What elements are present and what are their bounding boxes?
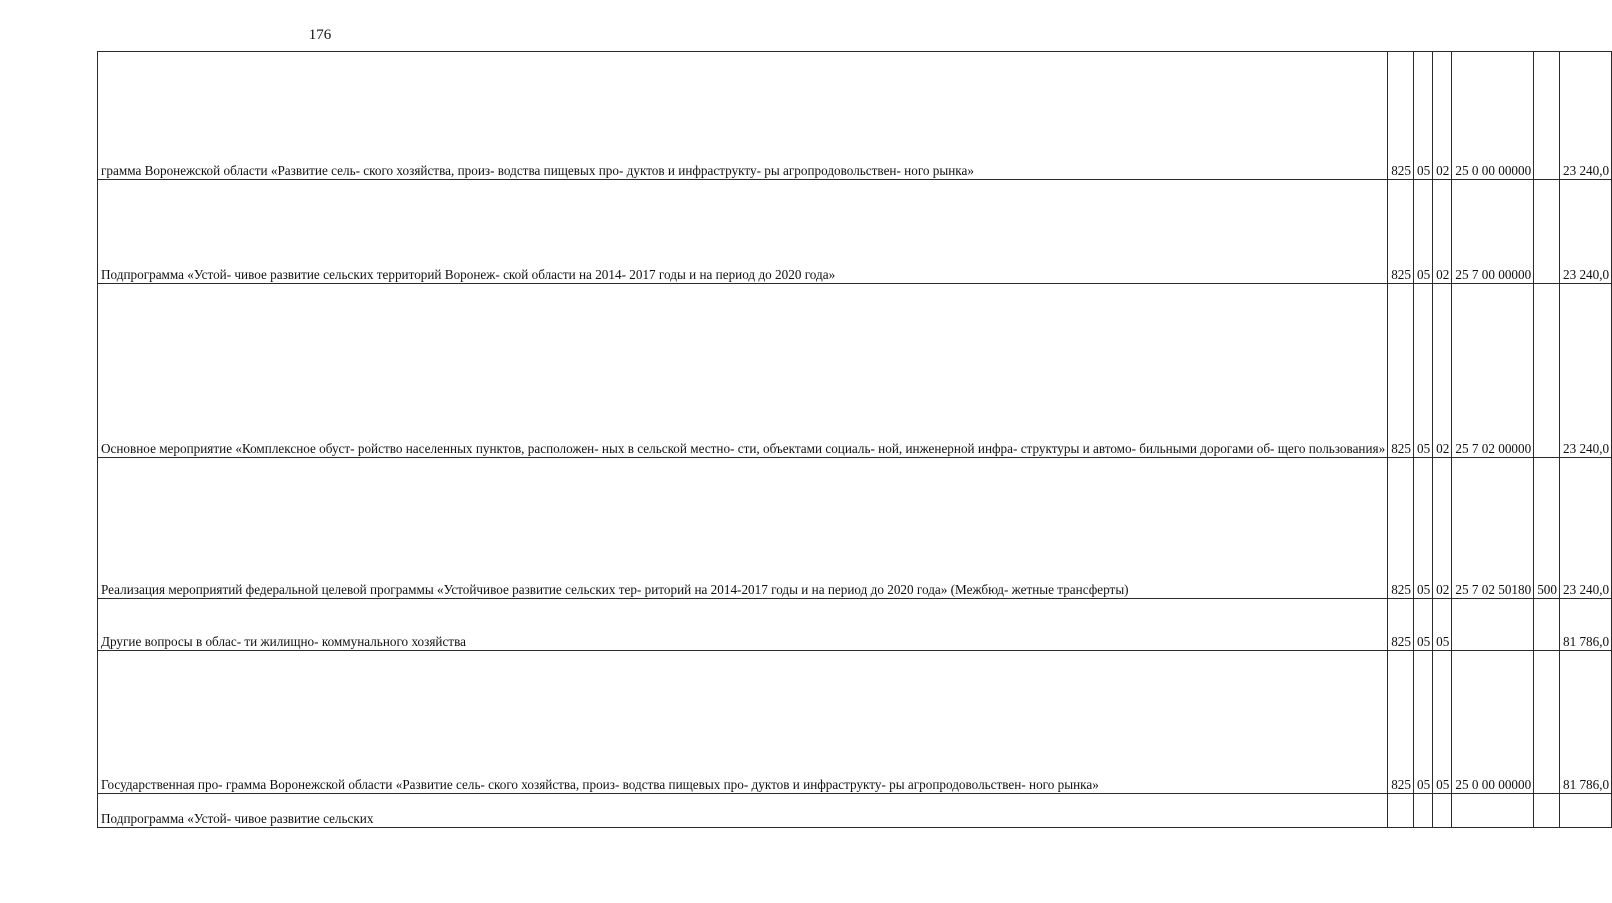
- section-code-cell: 05: [1413, 52, 1432, 180]
- subsection-code-cell: [1433, 794, 1452, 828]
- amount-cell: [1559, 794, 1611, 828]
- ministry-code-cell: [1388, 794, 1414, 828]
- table-row: [98, 599, 1612, 651]
- section-code-cell: 05: [1413, 599, 1432, 651]
- ministry-code-cell: 825: [1388, 180, 1414, 284]
- target-article-cell: [1452, 794, 1534, 828]
- section-code-cell: [1413, 794, 1432, 828]
- table-row: [98, 458, 1612, 599]
- target-article-cell: 25 7 02 00000: [1452, 284, 1534, 458]
- ministry-code-cell: 825: [1388, 52, 1414, 180]
- expense-type-cell: [1534, 52, 1560, 180]
- table-row: [98, 52, 1612, 180]
- table-row: [98, 794, 1612, 828]
- subsection-code-cell: 02: [1433, 284, 1452, 458]
- section-code-cell: 05: [1413, 284, 1432, 458]
- item-name-cell: Реализация мероприятий федеральной целевой программы «Устойчивое развитие сельских тер- риторий на 2014-2017 годы и на период до 2020 года» (Межбюд- жетные трансферты): [98, 458, 1388, 599]
- amount-cell: 81 786,0: [1559, 599, 1611, 651]
- table-row: [98, 284, 1612, 458]
- subsection-code-cell: 05: [1433, 599, 1452, 651]
- amount-cell: 81 786,0: [1559, 651, 1611, 794]
- target-article-cell: 25 0 00 00000: [1452, 52, 1534, 180]
- expense-type-cell: [1534, 599, 1560, 651]
- ministry-code-cell: 825: [1388, 284, 1414, 458]
- item-name-cell: Основное мероприятие «Комплексное обуст- ройство населенных пунктов, расположен- ных в сельской местно- сти, объектами социаль- ной, инженерной инфра- структуры и автомо- бильными дорогами об- щего пользования»: [98, 284, 1388, 458]
- target-article-cell: 25 7 02 50180: [1452, 458, 1534, 599]
- amount-cell: 23 240,0: [1559, 180, 1611, 284]
- target-article-cell: 25 7 00 00000: [1452, 180, 1534, 284]
- subsection-code-cell: 02: [1433, 52, 1452, 180]
- amount-cell: 23 240,0: [1559, 284, 1611, 458]
- item-name-cell: Подпрограмма «Устой- чивое развитие сельских территорий Воронеж- ской области на 2014- 2017 годы и на период до 2020 года»: [98, 180, 1388, 284]
- item-name-cell: Другие вопросы в облас- ти жилищно- коммунального хозяйства: [98, 599, 1388, 651]
- section-code-cell: 05: [1413, 458, 1432, 599]
- page-number: 176: [308, 27, 332, 43]
- item-name-cell: Подпрограмма «Устой- чивое развитие сельских: [98, 794, 1388, 828]
- target-article-cell: 25 0 00 00000: [1452, 651, 1534, 794]
- ministry-code-cell: 825: [1388, 599, 1414, 651]
- item-name-cell: грамма Воронежской области «Развитие сель- ского хозяйства, произ- водства пищевых про- дуктов и инфраструкту- ры агропродовольствен- ного рынка»: [98, 52, 1388, 180]
- budget-table: [97, 51, 1612, 828]
- section-code-cell: 05: [1413, 180, 1432, 284]
- expense-type-cell: 500: [1534, 458, 1560, 599]
- subsection-code-cell: 02: [1433, 180, 1452, 284]
- target-article-cell: [1452, 599, 1534, 651]
- expense-type-cell: [1534, 180, 1560, 284]
- item-name-cell: Государственная про- грамма Воронежской области «Развитие сель- ского хозяйства, произ- водства пищевых про- дуктов и инфраструкту- ры агропродовольствен- ного рынка»: [98, 651, 1388, 794]
- expense-type-cell: [1534, 794, 1560, 828]
- subsection-code-cell: 02: [1433, 458, 1452, 599]
- table-row: [98, 651, 1612, 794]
- ministry-code-cell: 825: [1388, 458, 1414, 599]
- table-row: [98, 180, 1612, 284]
- section-code-cell: 05: [1413, 651, 1432, 794]
- expense-type-cell: [1534, 284, 1560, 458]
- expense-type-cell: [1534, 651, 1560, 794]
- amount-cell: 23 240,0: [1559, 52, 1611, 180]
- ministry-code-cell: 825: [1388, 651, 1414, 794]
- amount-cell: 23 240,0: [1559, 458, 1611, 599]
- subsection-code-cell: 05: [1433, 651, 1452, 794]
